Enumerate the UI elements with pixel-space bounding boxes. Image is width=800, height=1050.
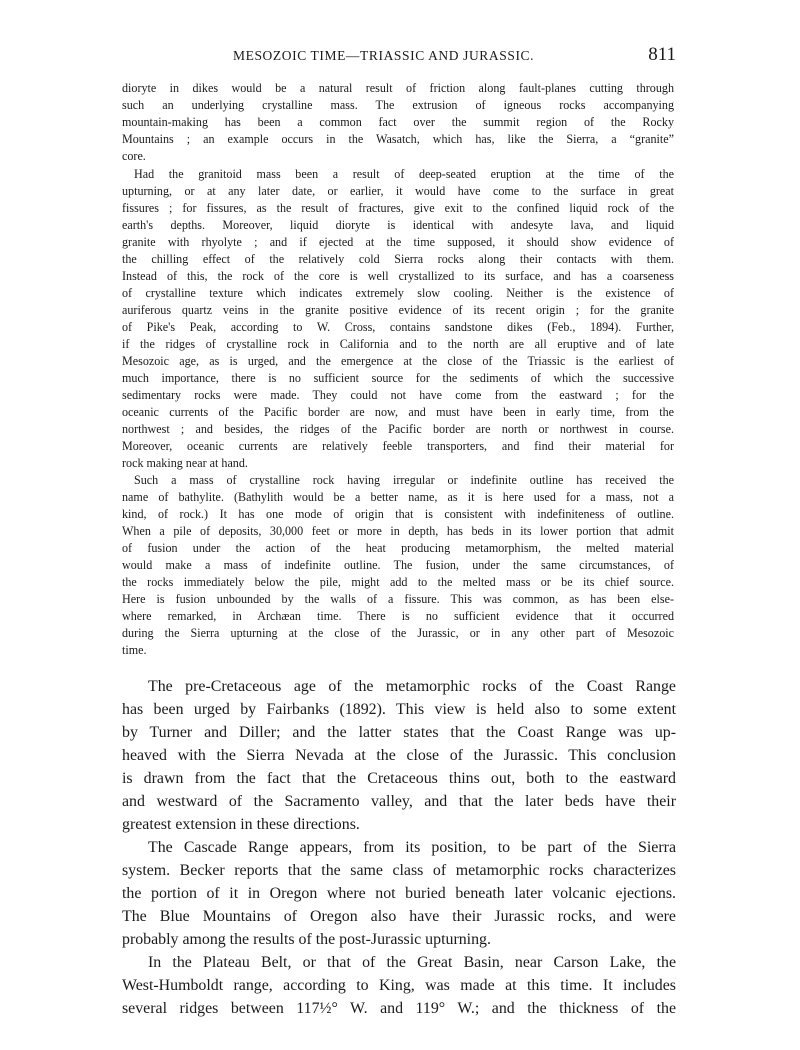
body-line: is drawn from the fact that the Cretaceous thins out, both to the eastward (122, 770, 676, 787)
body-line: West-Humboldt range, according to King, was made at this time. It includes (122, 977, 676, 994)
footnote-line: of fusion under the action of the heat producing metamorphism, the melted material (122, 541, 674, 555)
footnote-line: the chilling effect of the relatively cold Sierra rocks along their contacts with them. (122, 252, 674, 266)
footnote-line: When a pile of deposits, 30,000 feet or more in depth, has beds in its lower portion that admit (122, 524, 674, 538)
footnote-line: earth's depths. Moreover, liquid dioryte is identical with andesyte lava, and liquid (122, 218, 674, 232)
body-line: In the Plateau Belt, or that of the Great Basin, near Carson Lake, the (148, 954, 676, 971)
body-line: The pre-Cretaceous age of the metamorphic rocks of the Coast Range (148, 678, 676, 695)
running-head (122, 44, 676, 68)
body-line: by Turner and Diller; and the latter states that the Coast Range was up- (122, 724, 676, 741)
body-line: system. Becker reports that the same class of metamorphic rocks characterizes (122, 862, 676, 879)
footnote-line: Moreover, oceanic currents are relatively feeble transporters, and find their material for (122, 439, 674, 453)
page-number: 811 (648, 44, 676, 65)
body-line: probably among the results of the post-Jurassic upturning. (122, 931, 491, 948)
body-line: greatest extension in these directions. (122, 816, 360, 833)
body-line: heaved with the Sierra Nevada at the close of the Jurassic. This conclusion (122, 747, 676, 764)
footnote-line: Had the granitoid mass been a result of deep-seated eruption at the time of the (134, 167, 674, 181)
footnote-line: would make a mass of indefinite outline. The fusion, under the same circumstances, of (122, 558, 674, 572)
body-line: The Cascade Range appears, from its position, to be part of the Sierra (148, 839, 676, 856)
body-line: The Blue Mountains of Oregon also have their Jurassic rocks, and were (122, 908, 676, 925)
body-line: and westward of the Sacramento valley, and that the later beds have their (122, 793, 676, 810)
footnote-line: of crystalline texture which indicates extremely slow cooling. Neither is the existence of (122, 286, 674, 300)
footnote-line: core. (122, 149, 146, 163)
footnote-line: during the Sierra upturning at the close of the Jurassic, or in any other part of Mesozoic (122, 626, 674, 640)
footnote-line: such an underlying crystalline mass. The extrusion of igneous rocks accompanying (122, 98, 674, 112)
footnote-line: upturning, or at any later date, or earlier, it would have come to the surface in great (122, 184, 674, 198)
footnote-line: if the ridges of crystalline rock in California and to the north are all eruptive and of late (122, 337, 674, 351)
footnote-line: Mesozoic age, as is urged, and the emergence at the close of the Triassic is the earliest of (122, 354, 674, 368)
body-line: several ridges between 117½° W. and 119° W.; and the thickness of the (122, 1000, 676, 1017)
footnote-line: much importance, there is no sufficient source for the sediments of which the successive (122, 371, 674, 385)
footnote-line: where remarked, in Archæan time. There is no sufficient evidence that it occurred (122, 609, 674, 623)
footnote-line: granite with rhyolyte ; and if ejected at the time supposed, it should show evidence of (122, 235, 674, 249)
footnote-line: rock making near at hand. (122, 456, 248, 470)
body-line: has been urged by Fairbanks (1892). This view is held also to some extent (122, 701, 676, 718)
footnote-line: Mountains ; an example occurs in the Wasatch, which has, like the Sierra, a “granite” (122, 132, 674, 146)
footnote-line: the rocks immediately below the pile, might add to the melted mass or be its chief source. (122, 575, 674, 589)
footnote-line: Here is fusion unbounded by the walls of a fissure. This was common, as has been else- (122, 592, 674, 606)
footnote-line: oceanic currents of the Pacific border are now, and must have been in early time, from the (122, 405, 674, 419)
footnote-line: of Pike's Peak, according to W. Cross, contains sandstone dikes (Feb., 1894). Further, (122, 320, 674, 334)
footnote-line: time. (122, 643, 147, 657)
footnote-line: mountain-making has been a common fact over the summit region of the Rocky (122, 115, 674, 129)
footnote-line: Instead of this, the rock of the core is well crystallized to its surface, and has a coarseness (122, 269, 674, 283)
running-title: MESOZOIC TIME—TRIASSIC AND JURASSIC. (233, 48, 535, 63)
footnote-line: fissures ; for fissures, as the result of fractures, give exit to the confined liquid rock of the (122, 201, 674, 215)
footnote-line: auriferous quartz veins in the granite positive evidence of its recent origin ; for the granite (122, 303, 674, 317)
footnote-line: kind, of rock.) It has one mode of origin that is consistent with indefiniteness of outline. (122, 507, 674, 521)
footnote-line: Such a mass of crystalline rock having irregular or indefinite outline has received the (134, 473, 674, 487)
footnote-line: northwest ; and besides, the ridges of the Pacific border are north or northwest in course. (122, 422, 674, 436)
footnote-line: dioryte in dikes would be a natural result of friction along fault-planes cutting through (122, 81, 674, 95)
footnote-line: name of bathylite. (Bathylith would be a better name, as it is here used for a mass, not a (122, 490, 674, 504)
footnote-line: sedimentary rocks were made. They could not have come from the eastward ; for the (122, 388, 674, 402)
body-line: the portion of it in Oregon where not buried beneath later volcanic ejections. (122, 885, 676, 902)
